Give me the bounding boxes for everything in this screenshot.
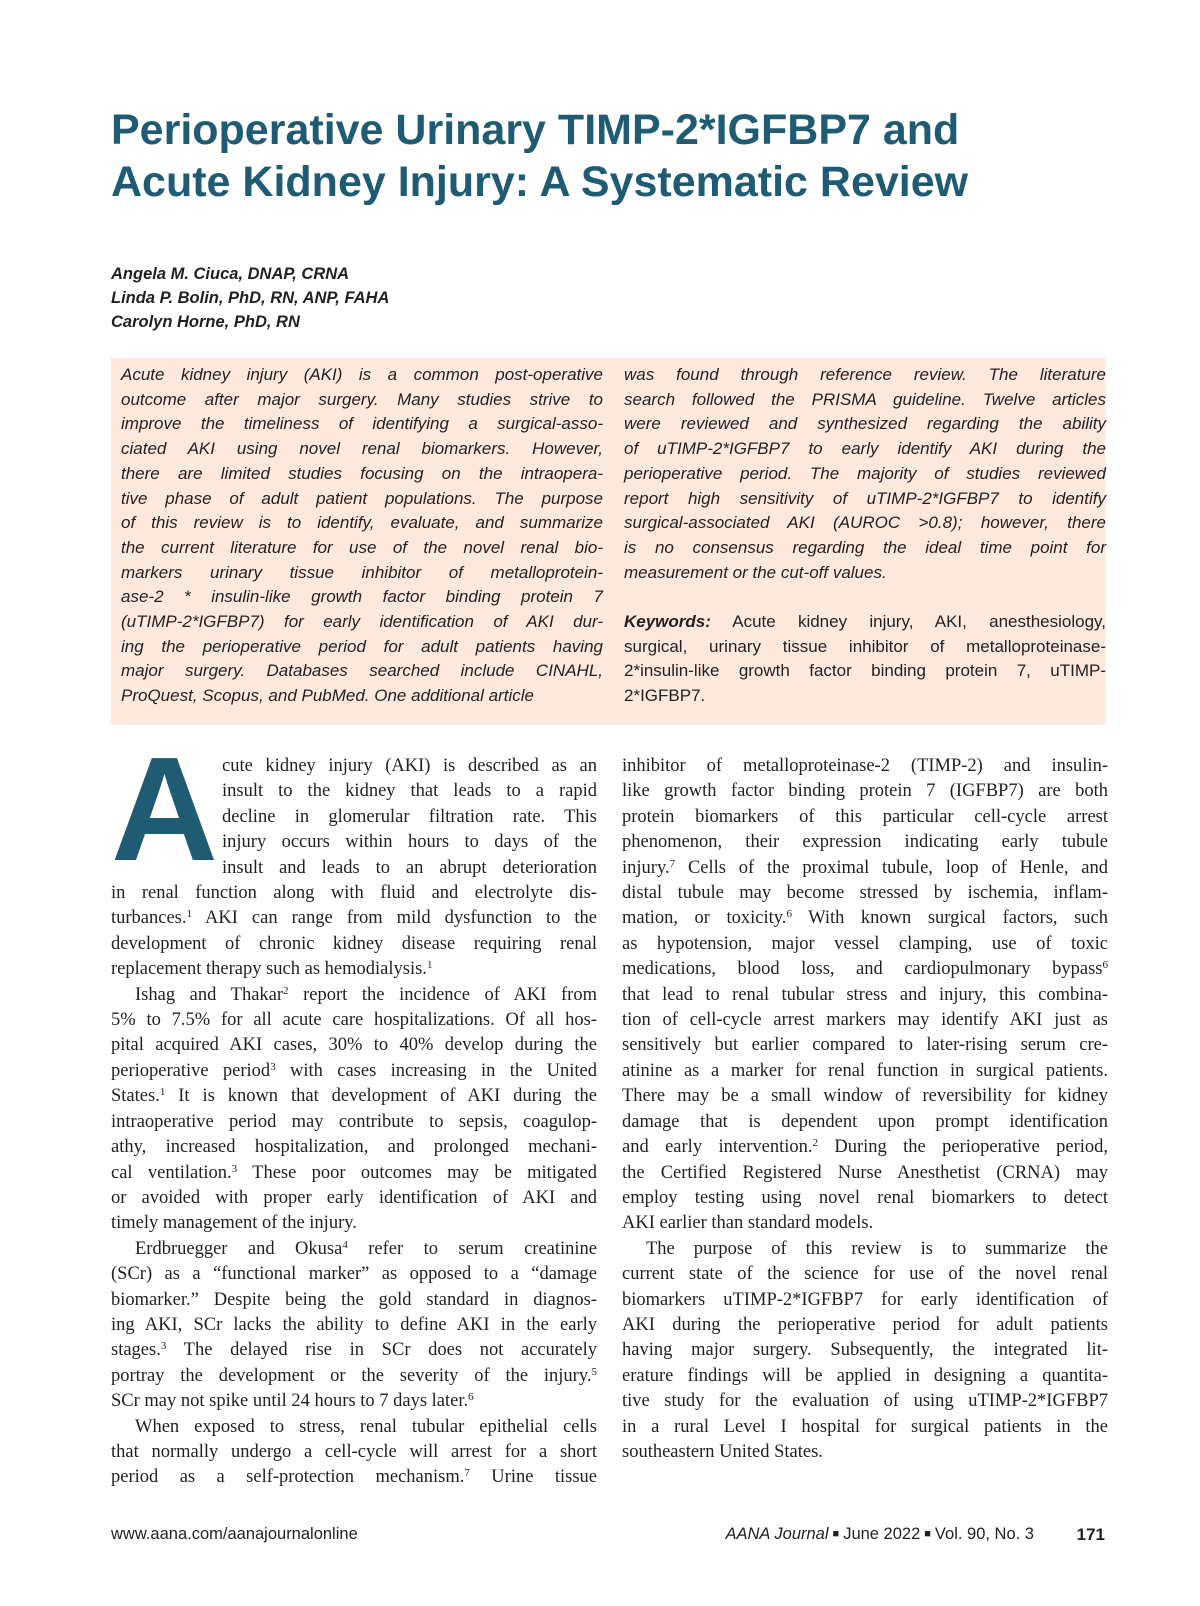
body-text: AKI can range from mild dysfunction to the	[192, 908, 597, 929]
body-line	[111, 1389, 597, 1414]
abstract-line: outcome after major surgery. Many studies strive to	[121, 389, 603, 409]
abstract-column-left	[121, 363, 603, 709]
abstract-line: search followed the PRISMA guideline. Twelve articles	[624, 389, 1106, 409]
abstract-line: surgical-associated AKI (AUROC >0.8); however, there	[624, 513, 1106, 533]
body-text: The delayed rise in SCr does not accurately	[166, 1340, 597, 1361]
body-text: southeastern United States.	[622, 1441, 823, 1462]
body-text: injury occurs within hours to days of the	[222, 832, 597, 853]
body-line	[111, 856, 597, 881]
citation-ref: 3	[270, 1060, 276, 1073]
body-text: erature findings will be applied in designing a quantita-	[622, 1365, 1108, 1386]
author-name: Linda P. Bolin, PhD, RN, ANP, FAHA	[111, 289, 390, 307]
body-text: replacement therapy such as hemodialysis.	[111, 959, 427, 980]
abstract-text-right	[624, 363, 1106, 585]
body-line	[111, 1135, 597, 1160]
body-text: development of chronic kidney disease requiring renal	[111, 933, 597, 954]
abstract-line: of this review is to identify, evaluate, and summarize	[121, 513, 603, 533]
body-text: decline in glomerular filtration rate. This	[222, 806, 597, 827]
body-text: in a rural Level I hospital for surgical patients in the	[622, 1416, 1108, 1437]
keywords-line	[624, 610, 1106, 635]
abstract-line: tive phase of adult patient populations. The purpose	[121, 488, 603, 508]
abstract-line: markers urinary tissue inhibitor of metalloprotein-	[121, 562, 603, 582]
body-text: period as a self-protection mechanism.	[111, 1467, 465, 1488]
citation-ref: 2	[283, 984, 289, 997]
body-line	[111, 1033, 597, 1058]
abstract-line: were reviewed and synthesized regarding the ability	[624, 414, 1106, 434]
body-text: There may be a small window of reversibility for kidney	[622, 1086, 1108, 1107]
body-text: atinine as a marker for renal function in surgical patients.	[622, 1060, 1108, 1081]
body-line	[111, 1415, 597, 1440]
body-text: mation, or toxicity.	[622, 908, 787, 929]
body-line	[111, 805, 597, 830]
abstract-line: ing the perioperative period for adult patients having	[121, 636, 603, 656]
separator-icon: ■	[832, 1528, 840, 1540]
citation-ref: 3	[231, 1162, 238, 1175]
body-line	[111, 830, 597, 855]
body-text: perioperative period	[111, 1060, 271, 1081]
page-number: 171	[1076, 1525, 1105, 1544]
body-text: 5% to 7.5% for all acute care hospitalizations. Of all hos-	[111, 1010, 597, 1031]
body-text: intraoperative period may contribute to sepsis, coagulop-	[111, 1111, 597, 1132]
body-text: AKI earlier than standard models.	[622, 1213, 874, 1234]
journal-name: AANA Journal	[725, 1525, 829, 1543]
body-text: distal tubule may become stressed by ischemia, inflam-	[622, 883, 1108, 904]
body-line	[622, 1338, 1108, 1363]
body-line	[111, 1440, 597, 1465]
abstract-line: improve the timeliness of identifying a surgical-asso-	[121, 414, 603, 434]
body-text: as hypotension, major vessel clamping, use of toxic	[622, 933, 1108, 954]
abstract-line: report high sensitivity of uTIMP-2*IGFBP7 to identify	[624, 488, 1106, 508]
abstract-line: is no consensus regarding the ideal time point for	[624, 537, 1106, 557]
body-line	[622, 932, 1108, 957]
body-text: ing AKI, SCr lacks the ability to define AKI in the early	[111, 1314, 597, 1335]
body-text: Urine tissue	[469, 1467, 598, 1488]
title-line: Acute Kidney Injury: A Systematic Review	[111, 158, 969, 206]
body-line	[622, 779, 1108, 804]
body-text: These poor outcomes may be mitigated	[237, 1162, 597, 1183]
volume-issue: Vol. 90, No. 3	[934, 1525, 1034, 1543]
body-text: With known surgical factors, such	[791, 908, 1108, 929]
body-line	[111, 881, 597, 906]
keywords-text: Acute kidney injury, AKI, anesthesiology,	[732, 612, 1106, 632]
body-line	[622, 1008, 1108, 1033]
body-line	[111, 1211, 597, 1236]
body-line	[622, 1135, 1108, 1160]
author-name: Angela M. Ciuca, DNAP, CRNA	[111, 265, 350, 283]
author-list	[111, 262, 389, 334]
body-text: When exposed to stress, renal tubular epithelial cells	[135, 1416, 597, 1437]
body-line	[111, 1008, 597, 1033]
body-text: During the perioperative period,	[817, 1137, 1109, 1158]
body-line	[111, 754, 597, 779]
body-text: It is known that development of AKI during the	[165, 1086, 597, 1107]
body-line	[622, 805, 1108, 830]
body-text: Cells of the proximal tubule, loop of Henle, and	[675, 857, 1108, 878]
body-line	[111, 932, 597, 957]
body-line	[622, 1288, 1108, 1313]
body-line	[111, 1288, 597, 1313]
body-line	[111, 1110, 597, 1135]
body-line	[622, 1364, 1108, 1389]
abstract-line: there are limited studies focusing on the intraopera-	[121, 463, 603, 483]
body-line	[111, 983, 597, 1008]
body-line	[622, 1262, 1108, 1287]
citation-ref: 1	[426, 959, 433, 972]
keywords-text: surgical, urinary tissue inhibitor of metalloproteinase-	[624, 636, 1106, 656]
body-line	[622, 1313, 1108, 1338]
body-text: The purpose of this review is to summarize the	[646, 1238, 1108, 1259]
body-line	[622, 1161, 1108, 1186]
abstract-line: perioperative period. The majority of studies reviewed	[624, 463, 1106, 483]
body-text: timely management of the injury.	[111, 1213, 357, 1234]
body-line	[622, 1237, 1108, 1262]
body-text: that normally undergo a cell-cycle will arrest for a short	[111, 1441, 597, 1462]
body-text: sensitively but earlier compared to later-rising serum cre-	[622, 1035, 1108, 1056]
body-line	[111, 1313, 597, 1338]
body-text: insult to the kidney that leads to a rapid	[222, 781, 597, 802]
abstract-line: Acute kidney injury (AKI) is a common post-operative	[121, 365, 603, 384]
body-text: protein biomarkers of this particular cell-cycle arrest	[622, 806, 1108, 827]
body-line	[622, 856, 1108, 881]
body-text: athy, increased hospitalization, and prolonged mechani-	[111, 1137, 597, 1158]
body-text: biomarker.” Despite being the gold standard in diagnos-	[111, 1289, 597, 1310]
body-text: Erdbruegger and Okusa	[135, 1238, 343, 1259]
abstract-line: ase-2 * insulin-like growth factor binding protein 7	[121, 587, 603, 607]
body-line	[622, 754, 1108, 779]
body-line	[622, 906, 1108, 931]
citation-ref: 7	[669, 857, 676, 870]
body-line	[111, 1237, 597, 1262]
citation-ref: 7	[464, 1467, 470, 1480]
body-text: the Certified Registered Nurse Anesthetist (CRNA) may	[622, 1162, 1108, 1183]
body-text: turbances.	[111, 908, 187, 929]
body-text: current state of the science for use of the novel renal	[622, 1264, 1108, 1285]
keywords-line	[624, 684, 1106, 709]
citation-ref: 1	[159, 1086, 166, 1099]
body-text: SCr may not spike until 24 hours to 7 days later.	[111, 1391, 469, 1412]
body-text: tion of cell-cycle arrest markers may identify AKI just as	[622, 1010, 1108, 1031]
abstract-line: measurement or the cut-off values.	[624, 562, 887, 582]
body-text: having major surgery. Subsequently, the integrated lit-	[622, 1340, 1108, 1361]
body-line	[111, 1338, 597, 1363]
abstract-column-right	[624, 363, 1106, 709]
abstract-line: major surgery. Databases searched include CINAHL,	[121, 661, 603, 681]
keywords-line	[624, 635, 1106, 660]
keywords-line	[624, 659, 1106, 684]
body-line	[622, 1415, 1108, 1440]
citation-ref: 4	[342, 1238, 348, 1251]
body-text: report the incidence of AKI from	[288, 984, 597, 1005]
citation-ref: 6	[786, 908, 792, 921]
body-text: biomarkers uTIMP-2*IGFBP7 for early identification of	[622, 1289, 1108, 1310]
drop-cap: A	[111, 727, 218, 892]
body-line	[622, 1389, 1108, 1414]
body-line	[622, 983, 1108, 1008]
body-text: stages.	[111, 1340, 161, 1361]
body-line	[622, 1110, 1108, 1135]
article-title	[111, 104, 1111, 208]
body-text: damage that is dependent upon prompt identification	[622, 1111, 1108, 1132]
body-text: injury.	[622, 857, 670, 878]
author-name: Carolyn Horne, PhD, RN	[111, 313, 300, 331]
body-text: insult and leads to an abrupt deterioration	[222, 857, 597, 878]
citation-ref: 6	[1102, 959, 1108, 972]
body-line	[111, 1364, 597, 1389]
abstract-box	[111, 358, 1105, 725]
body-line	[622, 1186, 1108, 1211]
body-line	[111, 1161, 597, 1186]
citation-ref: 3	[160, 1340, 167, 1353]
keywords-label: Keywords:	[624, 612, 711, 632]
body-text: portray the development or the severity of the injury.	[111, 1365, 592, 1386]
body-text: inhibitor of metalloproteinase-2 (TIMP-2) and insulin-	[622, 756, 1108, 776]
body-line	[622, 1059, 1108, 1084]
abstract-line: the current literature for use of the novel renal bio-	[121, 537, 603, 557]
keywords-text: 2*IGFBP7.	[624, 686, 706, 706]
issue-date: June 2022	[843, 1525, 921, 1543]
body-text: medications, blood loss, and cardiopulmonary bypass	[622, 959, 1103, 980]
keywords-text: 2*insulin-like growth factor binding protein 7, uTIMP-	[624, 661, 1106, 681]
body-line	[111, 1262, 597, 1287]
body-text: cute kidney injury (AKI) is described as an	[222, 756, 597, 776]
body-line	[622, 1211, 1108, 1236]
body-line	[111, 906, 597, 931]
abstract-line: ProQuest, Scopus, and PubMed. One additional article	[121, 686, 534, 706]
body-line	[111, 957, 597, 982]
body-text: and early intervention.	[622, 1137, 813, 1158]
body-text: or avoided with proper early identification of AKI and	[111, 1187, 597, 1208]
body-text: refer to serum creatinine	[347, 1238, 597, 1259]
citation-ref: 2	[812, 1137, 818, 1150]
body-column-left	[111, 754, 597, 1491]
body-text: like growth factor binding protein 7 (IGFBP7) are both	[622, 781, 1108, 802]
body-line	[111, 1084, 597, 1109]
title-line: Perioperative Urinary TIMP-2*IGFBP7 and	[111, 106, 960, 154]
page-footer	[111, 1525, 1105, 1549]
journal-citation	[726, 1525, 1035, 1544]
body-text: (SCr) as a “functional marker” as opposed to a “damage	[111, 1264, 597, 1285]
body-text: phenomenon, their expression indicating early tubule	[622, 832, 1108, 853]
abstract-line: (uTIMP-2*IGFBP7) for early identification of AKI dur-	[121, 612, 603, 632]
body-text: in renal function along with fluid and electrolyte dis-	[111, 883, 597, 904]
body-text: States.	[111, 1086, 160, 1107]
abstract-line: ciated AKI using novel renal biomarkers. However,	[121, 439, 603, 459]
body-line	[622, 957, 1108, 982]
body-text: employ testing using novel renal biomarkers to detect	[622, 1187, 1108, 1208]
citation-ref: 6	[468, 1391, 474, 1404]
abstract-line: of uTIMP-2*IGFBP7 to early identify AKI during the	[624, 439, 1106, 459]
body-text: AKI during the perioperative period for adult patients	[622, 1314, 1108, 1335]
body-line	[622, 881, 1108, 906]
body-text: pital acquired AKI cases, 30% to 40% develop during the	[111, 1035, 597, 1056]
body-line	[622, 830, 1108, 855]
body-line	[622, 1440, 1108, 1465]
body-line	[111, 1465, 597, 1490]
body-text: that lead to renal tubular stress and injury, this combina-	[622, 984, 1108, 1005]
body-text: Ishag and Thakar	[135, 984, 284, 1005]
separator-icon: ■	[924, 1528, 931, 1540]
journal-url: www.aana.com/aanajournalonline	[111, 1525, 358, 1543]
citation-ref: 5	[591, 1365, 597, 1378]
body-line	[111, 1186, 597, 1211]
body-line	[622, 1084, 1108, 1109]
body-column-right	[622, 754, 1108, 1465]
keywords	[624, 610, 1106, 709]
citation-ref: 1	[186, 908, 193, 921]
body-text: cal ventilation.	[111, 1162, 232, 1183]
abstract-line: was found through reference review. The literature	[624, 365, 1106, 384]
body-text: with cases increasing in the United	[275, 1060, 597, 1081]
body-text: tive study for the evaluation of using uTIMP-2*IGFBP7	[622, 1391, 1108, 1412]
body-line	[111, 779, 597, 804]
body-line	[622, 1033, 1108, 1058]
body-line	[111, 1059, 597, 1084]
